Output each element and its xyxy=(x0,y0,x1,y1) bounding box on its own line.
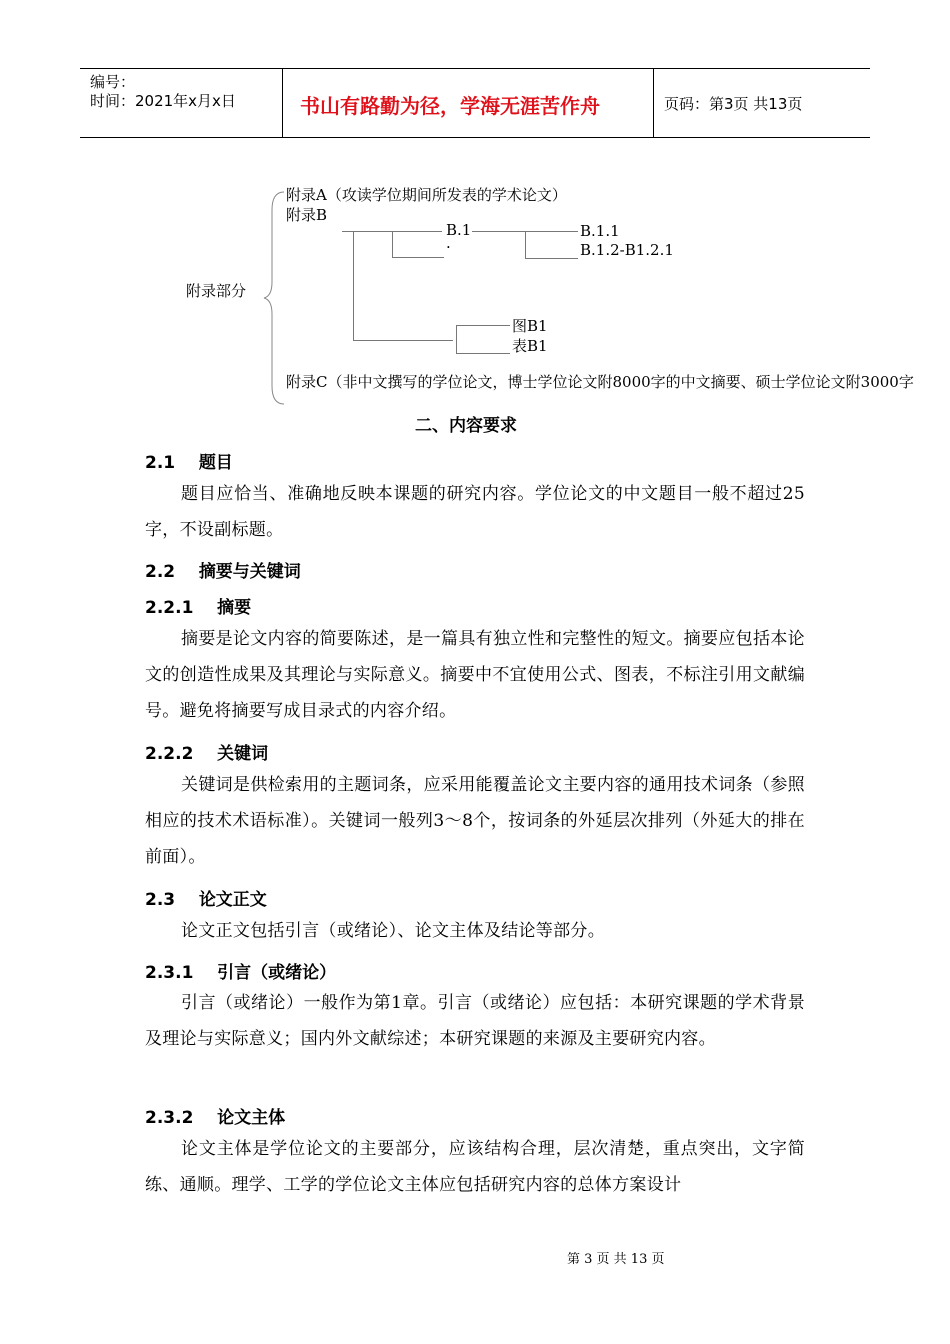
appendix-c: 附录C（非中文撰写的学位论文，博士学位论文附8000字的中文摘要、硕士学位论文附3000字 xyxy=(286,373,914,391)
section-title: 二、内容要求 xyxy=(415,416,517,436)
appendix-group-label: 附录部分 xyxy=(186,282,247,300)
header-motto: 书山有路勤为径，学海无涯苦作舟 xyxy=(300,94,600,118)
header-divider xyxy=(282,69,283,137)
tree-line xyxy=(353,231,354,340)
paragraph-2-3-1: 引言（或绪论）一般作为第1章。引言（或绪论）应包括：本研究课题的学术背景及理论与实际意义；国内外文献综述；本研究课题的来源及主要研究内容。 xyxy=(145,993,805,1049)
paragraph-2-2-1: 摘要是论文内容的简要陈述，是一篇具有独立性和完整性的短文。摘要应包括本论文的创造性成果及其理论与实际意义。摘要中不宜使用公式、图表，不标注引用文献编号。避免将摘要写成目录式的内容介绍。 xyxy=(145,629,805,721)
paragraph-2-3: 论文正文包括引言（或绪论）、论文主体及结论等部分。 xyxy=(181,921,605,941)
tree-line xyxy=(353,340,453,341)
doc-number-label: 编号： xyxy=(90,73,136,91)
appendix-table: 表B1 xyxy=(512,337,548,355)
heading-2-3-1: 2.3.1 引言（或绪论） xyxy=(145,963,337,983)
appendix-b1-dot: · xyxy=(446,238,451,256)
appendix-a: 附录A（攻读学位期间所发表的学术论文） xyxy=(286,186,567,204)
tree-line xyxy=(392,231,393,257)
appendix-b11: B.1.1 xyxy=(580,222,620,240)
heading-2-3: 2.3 论文正文 xyxy=(145,890,267,910)
tree-line xyxy=(456,325,510,326)
appendix-figure: 图B1 xyxy=(512,317,548,335)
doc-time-label: 时间：2021年x月x日 xyxy=(90,92,236,110)
appendix-b12: B.1.2-B1.2.1 xyxy=(580,241,674,259)
heading-2-1: 2.1 题目 xyxy=(145,453,233,473)
paragraph-2-1: 题目应恰当、准确地反映本课题的研究内容。学位论文的中文题目一般不超过25字，不设副标题。 xyxy=(145,484,805,540)
heading-2-2: 2.2 摘要与关键词 xyxy=(145,562,301,582)
tree-line xyxy=(456,353,510,354)
heading-2-2-2: 2.2.2 关键词 xyxy=(145,744,269,764)
paragraph-2-3-2: 论文主体是学位论文的主要部分，应该结构合理，层次清楚，重点突出，文字简练、通顺。理学、工学的学位论文主体应包括研究内容的总体方案设计 xyxy=(145,1139,805,1195)
tree-line xyxy=(392,257,444,258)
appendix-b1: B.1 xyxy=(446,221,472,239)
heading-2-3-2: 2.3.2 论文主体 xyxy=(145,1108,286,1128)
tree-line xyxy=(525,258,578,259)
tree-line xyxy=(456,325,457,353)
paragraph-2-2-2: 关键词是供检索用的主题词条，应采用能覆盖论文主要内容的通用技术词条（参照相应的技术术语标准）。关键词一般列3～8个，按词条的外延层次排列（外延大的排在前面）。 xyxy=(145,775,805,867)
footer-page-number: 第 3 页 共 13 页 xyxy=(567,1252,665,1267)
heading-2-2-1: 2.2.1 摘要 xyxy=(145,598,252,618)
appendix-b: 附录B xyxy=(286,206,328,224)
header-page-number: 页码：第3页 共13页 xyxy=(664,95,803,113)
tree-line xyxy=(525,231,526,258)
header-divider xyxy=(653,69,654,137)
